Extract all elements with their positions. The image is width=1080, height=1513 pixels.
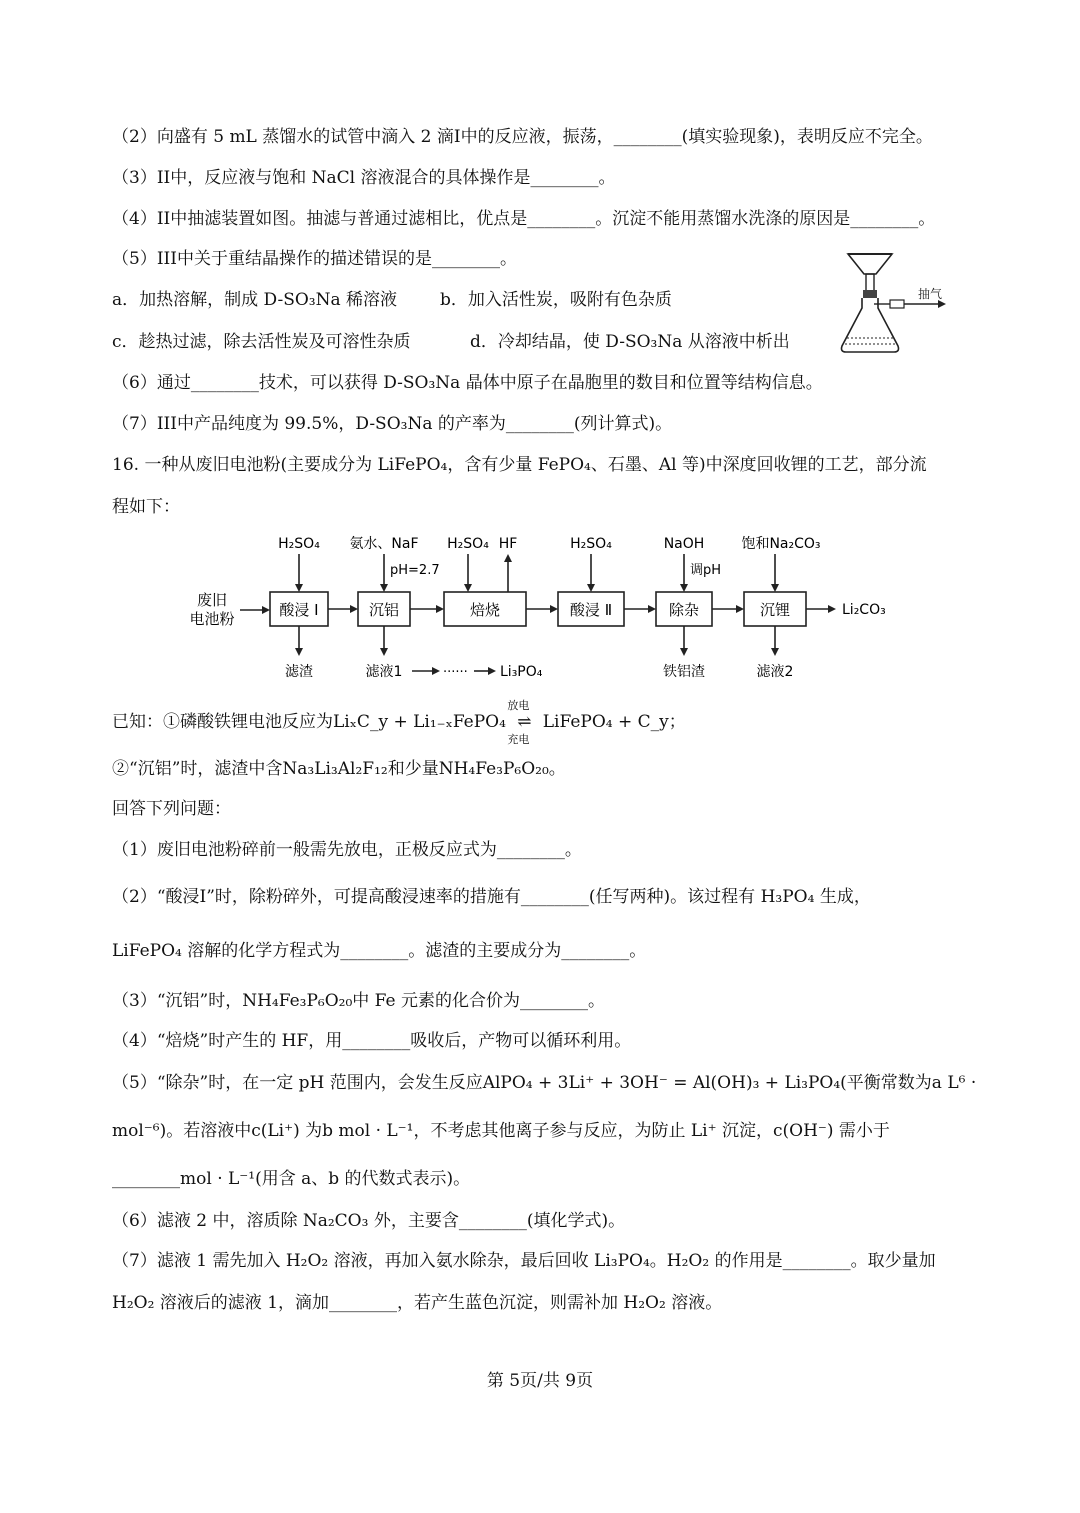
input-h2so4-3: H₂SO₄ (570, 536, 612, 552)
chain-dots: ······ (443, 665, 468, 680)
q16-part4: （4）“焙烧”时产生的 HF，用________吸收后，产物可以循环利用。 (112, 1031, 632, 1051)
known-1 (112, 699, 686, 746)
q16-part5b: mol⁻⁶)。若溶液中c(Li⁺) 为b mol · L⁻¹，不考虑其他离子参与反应，为防止 Li⁺ 沉淀，c(OH⁻) 需小于 (112, 1121, 890, 1141)
adjust-ph-label: 调pH (690, 563, 722, 578)
q16-part5c: ________mol · L⁻¹(用含 a、b 的代数式表示)。 (112, 1169, 471, 1189)
known-1-left: LiₓC_y + Li₁₋ₓFePO₄ (333, 712, 506, 732)
q16-part2b: LiFePO₄ 溶解的化学方程式为________。滤渣的主要成分为________。 (112, 941, 647, 961)
output-residue: 滤渣 (285, 664, 313, 680)
box-acid-leach-2: 酸浸 Ⅱ (569, 601, 613, 619)
process-flowchart (180, 530, 900, 690)
suction-filtration-apparatus (830, 246, 960, 358)
q15-part2: （2）向盛有 5 mL 蒸馏水的试管中滴入 2 滴I中的反应液，振荡，________(填实验现象)，表明反应不完全。 (112, 127, 933, 147)
start-label-1: 废旧 (196, 591, 228, 609)
product-li2co3: Li₂CO₃ (842, 602, 886, 618)
input-naoh: NaOH (663, 536, 705, 552)
q16-part7b: H₂O₂ 溶液后的滤液 1，滴加________，若产生蓝色沉淀，则需补加 H₂O₂ 溶液。 (112, 1293, 723, 1313)
q16-part3: （3）“沉铝”时，NH₄Fe₃P₆O₂₀中 Fe 元素的化合价为________。 (112, 991, 606, 1011)
known-1-prefix: 已知：①磷酸铁锂电池反应为 (112, 712, 333, 732)
q15-part4: （4）II中抽滤装置如图。抽滤与普通过滤相比，优点是________。沉淀不能用蒸馏水洗涤的原因是________。 (112, 209, 936, 229)
output-li3po4: Li₃PO₄ (500, 664, 543, 680)
input-h2so4-1: H₂SO₄ (278, 536, 320, 552)
q16-part7a: （7）滤液 1 需先加入 H₂O₂ 溶液，再加入氨水除杂，最后回收 Li₃PO₄。H₂O₂ 的作用是________。取少量加 (112, 1251, 936, 1271)
q16-part6: （6）滤液 2 中，溶质除 Na₂CO₃ 外，主要含________(填化学式)。 (112, 1211, 626, 1231)
q16-part5a: （5）“除杂”时，在一定 pH 范围内，会发生反应AlPO₄ + 3Li⁺ + 3OH⁻ = Al(OH)₃ + Li₃PO₄(平衡常数为a L⁶ · (112, 1073, 977, 1093)
answer-prompt: 回答下列问题： (112, 799, 231, 819)
known-2: ②“沉铝”时，滤渣中含Na₃Li₃Al₂F₁₂和少量NH₄Fe₃P₆O₂₀。 (112, 759, 566, 779)
box-roast: 焙烧 (469, 601, 501, 619)
option-b: b．加入活性炭，吸附有色杂质 (440, 290, 672, 310)
apparatus-label: 抽气 (918, 287, 943, 301)
option-a: a．加热溶解，制成 D-SO₃Na 稀溶液 (112, 290, 398, 310)
q15-part5: （5）III中关于重结晶操作的描述错误的是________。 (112, 249, 517, 269)
output-hf: HF (498, 536, 518, 552)
output-fe-al-residue: 铁铝渣 (663, 664, 705, 680)
box-al-precip: 沉铝 (368, 601, 400, 619)
q16-part2a: （2）“酸浸I”时，除粉碎外，可提高酸浸速率的措施有________(任写两种)。该过程有 H₃PO₄ 生成， (112, 887, 871, 907)
q15-part7: （7）III中产品纯度为 99.5%，D-SO₃Na 的产率为________(列计算式)。 (112, 414, 673, 434)
q15-part6: （6）通过________技术，可以获得 D-SO₃Na 晶体中原子在晶胞里的数目和位置等结构信息。 (112, 373, 823, 393)
box-acid-leach-1: 酸浸 Ⅰ (279, 601, 319, 619)
input-h2so4-2: H₂SO₄ (447, 536, 489, 552)
box-li-precip: 沉锂 (759, 601, 791, 619)
start-label-2: 电池粉 (189, 610, 235, 628)
reversible-arrow (507, 699, 537, 746)
q16-stem-cont: 程如下： (112, 497, 180, 517)
charge-label: 充电 (507, 733, 530, 746)
option-d: d．冷却结晶，使 D-SO₃Na 从溶液中析出 (470, 332, 790, 352)
known-1-right: LiFePO₄ + C_y； (542, 712, 686, 732)
q16-stem: 16. 一种从废旧电池粉(主要成分为 LiFePO₄，含有少量 FePO₄、石墨、Al 等)中深度回收锂的工艺，部分流 (112, 455, 927, 475)
input-sat-na2co3: 饱和Na₂CO₃ (741, 536, 821, 552)
input-ammonia-naf: 氨水、NaF (349, 536, 419, 552)
reversible-arrow-icon: ⇌ (517, 712, 532, 732)
q16-part1: （1）废旧电池粉碎前一般需先放电，正极反应式为________。 (112, 840, 582, 860)
q15-part3: （3）II中，反应液与饱和 NaCl 溶液混合的具体操作是________。 (112, 168, 616, 188)
box-impurity-removal: 除杂 (668, 601, 700, 619)
discharge-label: 放电 (507, 699, 530, 712)
option-c: c．趁热过滤，除去活性炭及可溶性杂质 (112, 332, 411, 352)
page-footer: 第 5页/共 9页 (486, 1371, 594, 1391)
output-filtrate-2: 滤液2 (756, 664, 794, 680)
ph-label: pH=2.7 (390, 563, 440, 578)
output-filtrate-1: 滤液1 (365, 664, 403, 680)
